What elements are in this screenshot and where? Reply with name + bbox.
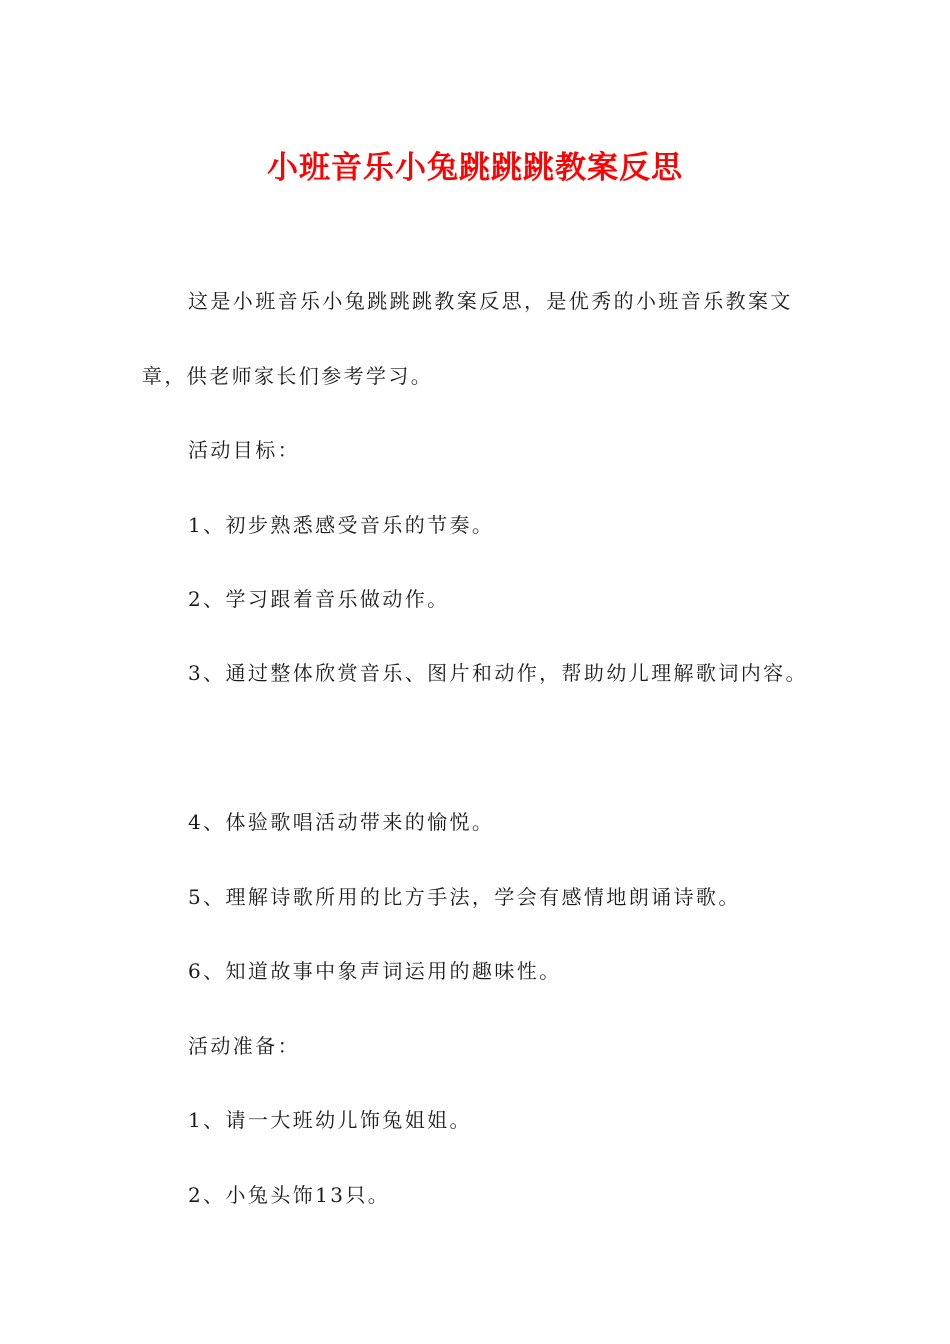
goals-heading: 活动目标： <box>188 438 300 462</box>
goal-item-4: 4、体验歌唱活动带来的愉悦。 <box>188 810 495 834</box>
prep-heading: 活动准备： <box>188 1034 300 1058</box>
prep-item-2: 2、小兔头饰13只。 <box>188 1183 391 1207</box>
goal-item-3: 3、通过整体欣赏音乐、图片和动作，帮助幼儿理解歌词内容。 <box>188 661 808 685</box>
goal-item-1: 1、初步熟悉感受音乐的节奏。 <box>188 513 495 537</box>
goal-item-2: 2、学习跟着音乐做动作。 <box>188 587 450 611</box>
prep-item-1: 1、请一大班幼儿饰兔姐姐。 <box>188 1108 472 1132</box>
goal-item-6: 6、知道故事中象声词运用的趣味性。 <box>188 959 562 983</box>
intro-line-1: 这是小班音乐小兔跳跳跳教案反思，是优秀的小班音乐教案文 <box>188 289 793 313</box>
intro-line-2: 章，供老师家长们参考学习。 <box>142 364 434 388</box>
document-title: 小班音乐小兔跳跳跳教案反思 <box>267 150 683 186</box>
goal-item-5: 5、理解诗歌所用的比方手法，学会有感情地朗诵诗歌。 <box>188 885 741 909</box>
